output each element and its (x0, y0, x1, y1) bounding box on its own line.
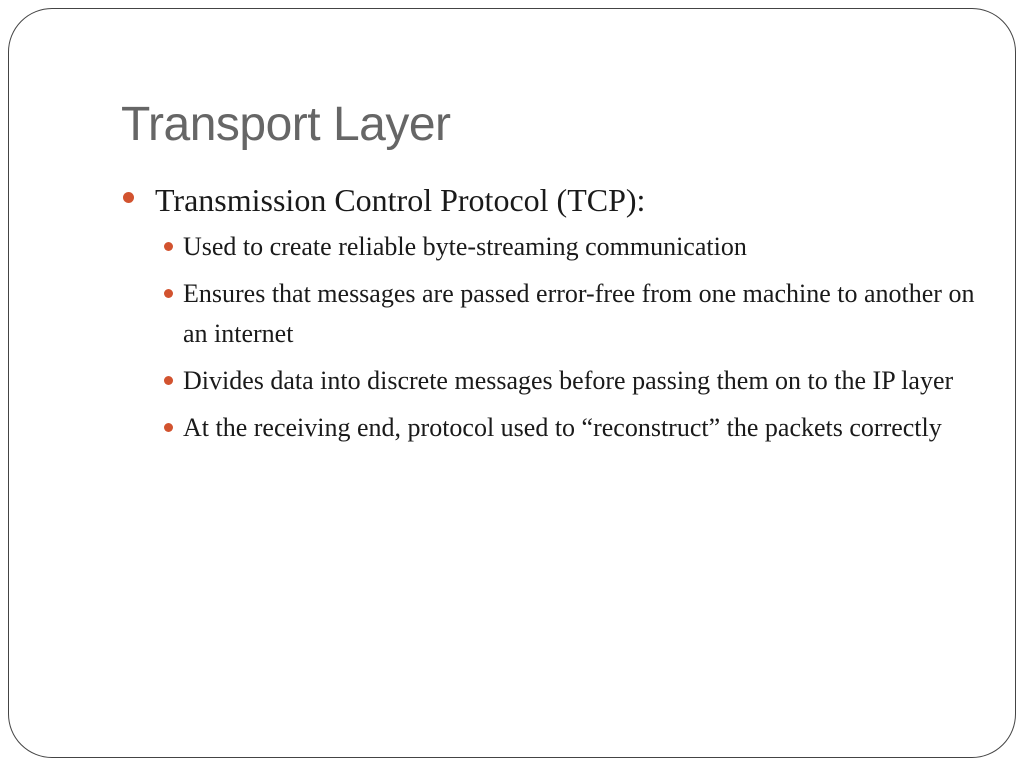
sub-bullet-text: Divides data into discrete messages before passing them on to the IP layer (183, 366, 954, 395)
sub-bullet-item (121, 361, 981, 401)
sub-bullet-item (121, 227, 981, 267)
sub-bullet-list (121, 227, 981, 448)
slide-content (121, 179, 981, 455)
bullet-dot-icon (123, 192, 134, 203)
sub-bullet-dot-icon (164, 423, 173, 432)
sub-bullet-text: Ensures that messages are passed error-free from one machine to another on an internet (183, 279, 975, 348)
sub-bullet-item (121, 408, 981, 448)
slide-title: Transport Layer (121, 98, 451, 151)
bullet-text: Transmission Control Protocol (TCP): (155, 182, 646, 218)
sub-bullet-text: At the receiving end, protocol used to “reconstruct” the packets correctly (183, 413, 942, 442)
sub-bullet-dot-icon (164, 242, 173, 251)
bullet-item-tcp (121, 179, 981, 221)
sub-bullet-item (121, 274, 981, 354)
sub-bullet-dot-icon (164, 289, 173, 298)
sub-bullet-text: Used to create reliable byte-streaming communication (183, 232, 747, 261)
sub-bullet-dot-icon (164, 376, 173, 385)
slide-frame (8, 8, 1016, 758)
